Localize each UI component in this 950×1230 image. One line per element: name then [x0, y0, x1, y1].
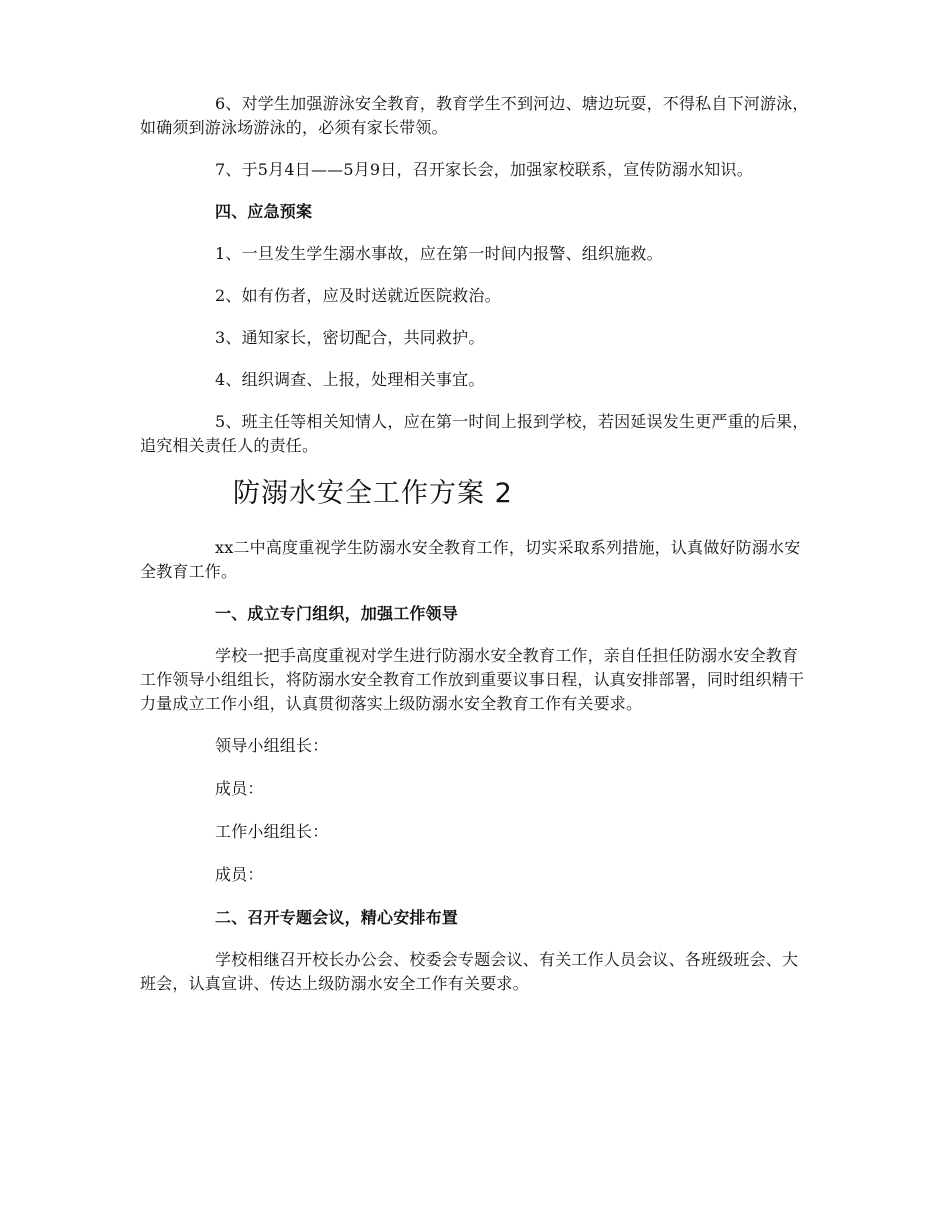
section-heading-organization: 一、成立专门组织，加强工作领导 [215, 604, 459, 623]
item-7: 7、于5月4日——5月9日，召开家长会，加强家校联系，宣传防溺水知识。 [215, 160, 753, 179]
member-label-1: 成员： [215, 779, 264, 798]
emergency-item-4: 4、组织调查、上报，处理相关事宜。 [215, 370, 485, 389]
document-title: 防溺水安全工作方案 2 [233, 478, 513, 509]
emergency-item-5: 5、班主任等相关知情人，应在第一时间上报到学校，若因延误发生更严重的后果，追究相关责任人的责任。 [140, 412, 809, 455]
emergency-item-3: 3、通知家长，密切配合，共同救护。 [215, 328, 485, 347]
leader-label: 领导小组组长： [215, 736, 329, 755]
organization-paragraph: 学校一把手高度重视对学生进行防溺水安全教育工作，亲自任担任防溺水安全教育工作领导小组组长，将防溺水安全教育工作放到重要议事日程，认真安排部署，同时组织精干力量成立工作小组，认真贯彻落实上级防溺水安全教育工作有关要求。 [140, 646, 805, 713]
emergency-item-2: 2、如有伤者，应及时送就近医院救治。 [215, 286, 501, 305]
section-heading-meeting: 二、召开专题会议，精心安排布置 [215, 908, 459, 927]
meeting-paragraph: 学校相继召开校长办公会、校委会专题会议、有关工作人员会议、各班级班会、大班会，认真宣讲、传达上级防溺水安全工作有关要求。 [140, 950, 799, 993]
member-label-2: 成员： [215, 865, 264, 884]
work-leader-label: 工作小组组长： [215, 822, 329, 841]
intro-paragraph: xx二中高度重视学生防溺水安全教育工作，切实采取系列措施，认真做好防溺水安全教育工作。 [140, 538, 801, 581]
item-6: 6、对学生加强游泳安全教育，教育学生不到河边、塘边玩耍，不得私自下河游泳，如确须到游泳场游泳的，必须有家长带领。 [140, 94, 809, 137]
section-heading-emergency-plan: 四、应急预案 [215, 202, 313, 221]
emergency-item-1: 1、一旦发生学生溺水事故，应在第一时间内报警、组织施救。 [215, 244, 663, 263]
document-body [140, 92, 810, 1014]
